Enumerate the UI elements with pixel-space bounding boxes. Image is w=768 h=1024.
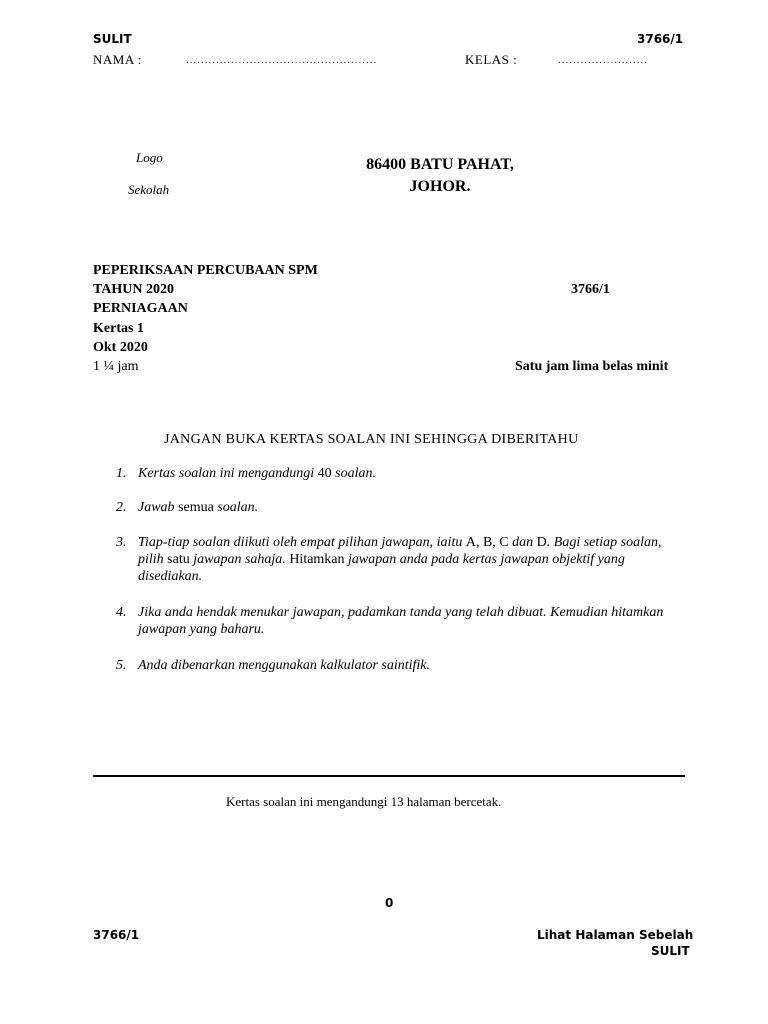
- instruction-text-part: A, B, C: [465, 535, 509, 550]
- instruction-text-part: satu: [167, 552, 190, 567]
- exam-date: Okt 2020: [93, 340, 148, 355]
- instruction-text: [138, 534, 668, 585]
- instruction-text-part: Jika anda hendak menukar jawapan, padamkan tanda yang telah dibuat. Kemudian hitamkan jawapan yang baharu.: [138, 605, 664, 637]
- exam-year: TAHUN 2020: [93, 282, 175, 297]
- instruction-number: 3.: [116, 535, 127, 550]
- logo-placeholder-line1: Logo: [136, 150, 163, 165]
- instruction-number: 5.: [116, 658, 127, 673]
- footer-paper-code: 3766/1: [93, 928, 140, 942]
- instruction-text-part: soalan.: [213, 500, 259, 515]
- header-confidential-label: SULIT: [93, 32, 132, 46]
- class-label: KELAS :: [465, 52, 518, 67]
- page-number: 0: [385, 896, 394, 910]
- exam-code: 3766/1: [571, 282, 610, 297]
- exam-paper: Kertas 1: [93, 321, 144, 336]
- instruction-text-part: soalan.: [331, 466, 377, 481]
- divider-line: [93, 775, 685, 777]
- instruction-text-part: Anda dibenarkan menggunakan kalkulator saintifik.: [138, 658, 431, 673]
- name-label: NAMA :: [93, 52, 142, 67]
- page-count-note: Kertas soalan ini mengandungi 13 halaman bercetak.: [226, 794, 502, 809]
- instruction-number: 2.: [116, 500, 127, 515]
- instruction-text-part: dan: [508, 535, 537, 550]
- instruction-number: 4.: [116, 605, 127, 620]
- warning-do-not-open: JANGAN BUKA KERTAS SOALAN INI SEHINGGA DIBERITAHU: [164, 432, 579, 447]
- instruction-text-part: Hitamkan: [289, 552, 345, 567]
- instruction-text-part: Tiap-tiap soalan diikuti oleh empat pilihan jawapan, iaitu: [138, 535, 466, 550]
- instruction-number: 1.: [116, 466, 127, 481]
- instruction-text-part: Jawab: [138, 500, 179, 515]
- footer-turn-page-note: Lihat Halaman Sebelah: [537, 928, 694, 942]
- school-address: [320, 154, 560, 198]
- footer-confidential-label: SULIT: [651, 944, 690, 958]
- instruction-text-part: . Bagi setiap soalan, pilih: [138, 535, 662, 567]
- name-blank: ...................................................: [186, 54, 378, 66]
- instruction-text-part: Kertas soalan ini mengandungi: [138, 466, 318, 481]
- address-line-2: JOHOR.: [409, 178, 471, 195]
- header-paper-code: 3766/1: [637, 32, 684, 46]
- class-blank: ........................: [558, 54, 648, 66]
- instruction-text: [138, 604, 668, 638]
- instruction-text: [138, 499, 668, 516]
- exam-duration-long: Satu jam lima belas minit: [515, 359, 669, 374]
- instruction-text-part: jawapan sahaja.: [189, 552, 290, 567]
- exam-title: PEPERIKSAAN PERCUBAAN SPM: [93, 263, 318, 278]
- instruction-text-part: D: [536, 535, 547, 550]
- instruction-text-part: semua: [178, 500, 214, 515]
- instruction-text-part: 40: [317, 466, 332, 481]
- instruction-text-part: jawapan anda pada kertas jawapan objektif yang disediakan.: [138, 552, 625, 584]
- address-line-1: 86400 BATU PAHAT,: [366, 156, 514, 173]
- logo-placeholder-line2: Sekolah: [128, 182, 170, 197]
- instruction-text: [138, 465, 668, 482]
- exam-subject: PERNIAGAAN: [93, 301, 188, 316]
- instruction-text: [138, 657, 668, 674]
- exam-duration-short: 1 ¼ jam: [93, 359, 139, 374]
